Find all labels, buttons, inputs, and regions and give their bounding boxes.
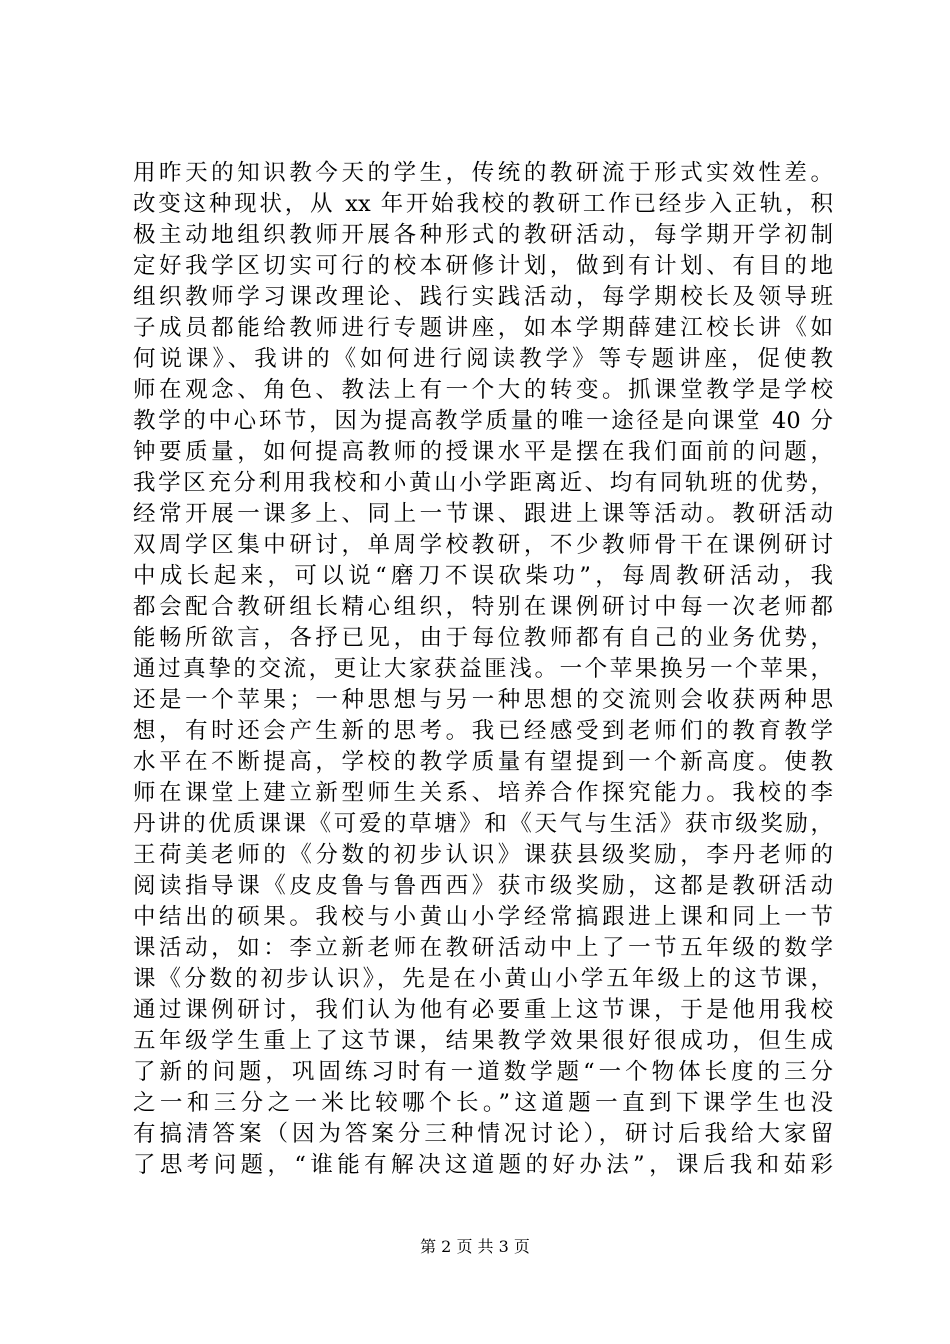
text-line: 双周学区集中研讨，单周学校教研，不少教师骨干在课例研讨 [133, 532, 833, 558]
text-line: 用昨天的知识教今天的学生，传统的教研流于形式实效性差。 [133, 160, 833, 186]
text-line: 经常开展一课多上、同上一节课、跟进上课等活动。教研活动 [133, 501, 833, 527]
text-line: 都会配合教研组长精心组织，特别在课例研讨中每一次老师都 [133, 594, 833, 620]
text-line: 定好我学区切实可行的校本研修计划，做到有计划、有目的地 [133, 253, 833, 279]
text-line: 了新的问题，巩固练习时有一道数学题“一个物体长度的三分 [133, 1059, 833, 1085]
text-line: 师在观念、角色、教法上有一个大的转变。抓课堂教学是学校 [133, 377, 833, 403]
text-line: 课活动，如：李立新老师在教研活动中上了一节五年级的数学 [133, 935, 833, 961]
text-line: 通过真挚的交流，更让大家获益匪浅。一个苹果换另一个苹果， [133, 656, 833, 682]
text-line: 之一和三分之一米比较哪个长。”这道题一直到下课学生也没 [133, 1090, 833, 1116]
page-number-footer: 第 2 页 共 3 页 [420, 1237, 530, 1256]
text-line: 能畅所欲言，各抒已见，由于每位教师都有自己的业务优势， [133, 625, 833, 651]
text-line: 何说课》、我讲的《如何进行阅读教学》等专题讲座，促使教 [133, 346, 833, 372]
text-line: 组织教师学习课改理论、践行实践活动，每学期校长及领导班 [133, 284, 833, 310]
text-line: 通过课例研讨，我们认为他有必要重上这节课，于是他用我校 [133, 997, 833, 1023]
text-line: 师在课堂上建立新型师生关系、培养合作探究能力。我校的李 [133, 780, 833, 806]
text-line: 钟要质量，如何提高教师的授课水平是摆在我们面前的问题， [133, 439, 833, 465]
text-line: 我学区充分利用我校和小黄山小学距离近、均有同轨班的优势， [133, 470, 833, 496]
text-line: 了思考问题，“谁能有解决这道题的好办法”，课后我和茹彩 [133, 1152, 833, 1178]
text-line: 教学的中心环节，因为提高教学质量的唯一途径是向课堂 40 分 [133, 408, 833, 434]
text-line: 想，有时还会产生新的思考。我已经感受到老师们的教育教学 [133, 718, 833, 744]
text-line: 改变这种现状，从 xx 年开始我校的教研工作已经步入正轨，积 [133, 191, 833, 217]
text-line: 水平在不断提高，学校的教学质量有望提到一个新高度。使教 [133, 749, 833, 775]
text-line: 中成长起来，可以说“磨刀不误砍柴功”，每周教研活动，我 [133, 563, 833, 589]
text-line: 王荷美老师的《分数的初步认识》课获县级奖励，李丹老师的 [133, 842, 833, 868]
text-line: 极主动地组织教师开展各种形式的教研活动，每学期开学初制 [133, 222, 833, 248]
text-line: 中结出的硕果。我校与小黄山小学经常搞跟进上课和同上一节 [133, 904, 833, 930]
text-line: 五年级学生重上了这节课，结果教学效果很好很成功，但生成 [133, 1028, 833, 1054]
text-line: 还是一个苹果；一种思想与另一种思想的交流则会收获两种思 [133, 687, 833, 713]
text-line: 有搞清答案（因为答案分三种情况讨论），研讨后我给大家留 [133, 1121, 833, 1147]
text-line: 课《分数的初步认识》，先是在小黄山小学五年级上的这节课， [133, 966, 833, 992]
text-line: 阅读指导课《皮皮鲁与鲁西西》获市级奖励，这都是教研活动 [133, 873, 833, 899]
body-paragraph [133, 158, 833, 1181]
text-line: 子成员都能给教师进行专题讲座，如本学期薛建江校长讲《如 [133, 315, 833, 341]
text-line: 丹讲的优质课课《可爱的草塘》和《天气与生活》获市级奖励， [133, 811, 833, 837]
